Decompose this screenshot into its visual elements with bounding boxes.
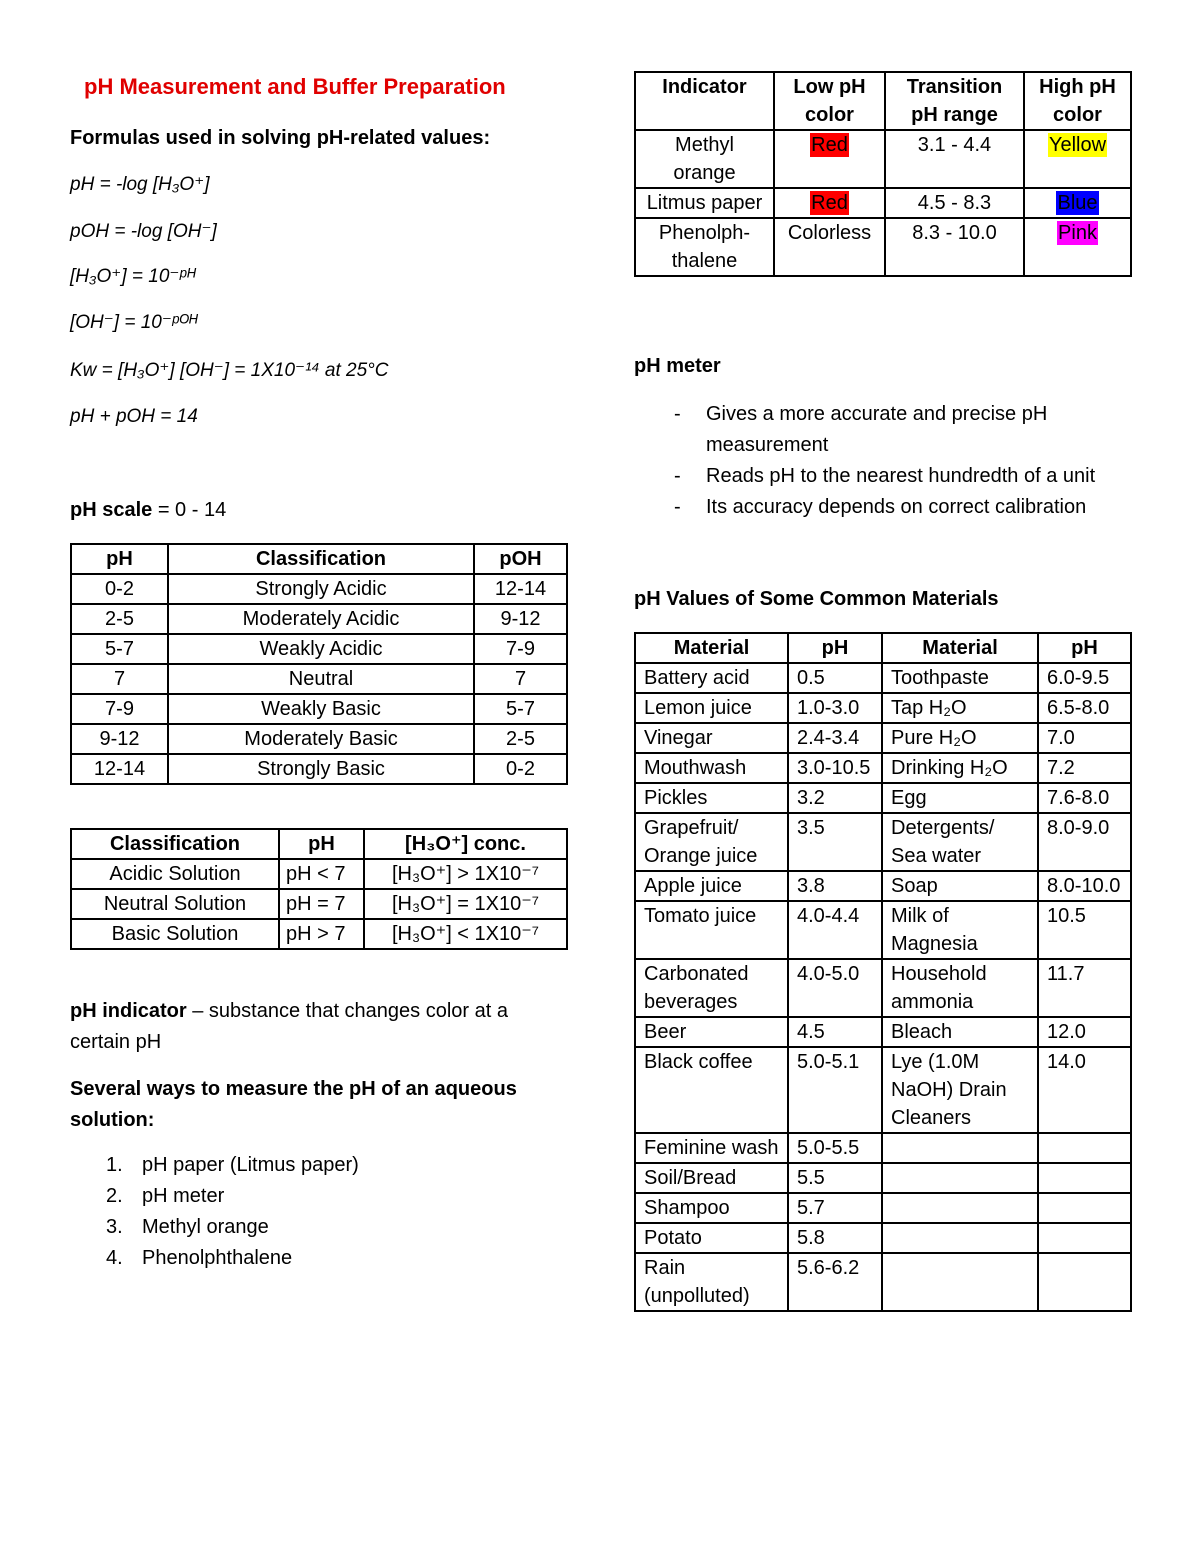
table-row	[635, 1047, 1131, 1133]
table-cell: 12-14	[71, 754, 168, 784]
table-cell: 5.6-6.2	[788, 1253, 882, 1311]
table-cell: 11.7	[1038, 959, 1131, 1017]
table-cell: Grapefruit/ Orange juice	[635, 813, 788, 871]
table-cell: Black coffee	[635, 1047, 788, 1133]
list-item: - Its accuracy depends on correct calibration	[634, 492, 1154, 523]
table-row	[635, 959, 1131, 1017]
table-cell: 7-9	[71, 694, 168, 724]
table-row	[635, 693, 1131, 723]
table-cell: Egg	[882, 783, 1038, 813]
table-cell: Weakly Acidic	[168, 634, 474, 664]
table-cell: Soil/Bread	[635, 1163, 788, 1193]
table-row	[635, 753, 1131, 783]
col-header: Classification	[71, 829, 279, 859]
col-header: [H₃O⁺] conc.	[364, 829, 567, 859]
table-cell: 7-9	[474, 634, 567, 664]
list-item: 3. Methyl orange	[106, 1216, 269, 1238]
table-row	[71, 754, 567, 784]
table-row	[635, 1193, 1131, 1223]
table-cell: Lye (1.0M NaOH) Drain Cleaners	[882, 1047, 1038, 1133]
ph-meter-points	[634, 399, 1154, 523]
table-cell: Apple juice	[635, 871, 788, 901]
table-cell: 12-14	[474, 574, 567, 604]
table-cell: 0.5	[788, 663, 882, 693]
table-cell: Battery acid	[635, 663, 788, 693]
table-cell: Tap H₂O	[882, 693, 1038, 723]
table-cell	[882, 1193, 1038, 1223]
table-cell: 0-2	[71, 574, 168, 604]
table-cell: Drinking H₂O	[882, 753, 1038, 783]
transition-range: 4.5 - 8.3	[885, 188, 1024, 218]
table-cell: 12.0	[1038, 1017, 1131, 1047]
table-cell	[882, 1133, 1038, 1163]
table-cell: Detergents/ Sea water	[882, 813, 1038, 871]
table-cell: 3.0-10.5	[788, 753, 882, 783]
table-cell: Beer	[635, 1017, 788, 1047]
table-cell: 10.5	[1038, 901, 1131, 959]
table-row	[635, 1223, 1131, 1253]
table-cell: Potato	[635, 1223, 788, 1253]
table-cell: 5-7	[71, 634, 168, 664]
table-row	[71, 724, 567, 754]
table-cell: 7.0	[1038, 723, 1131, 753]
table-cell: Toothpaste	[882, 663, 1038, 693]
table-header-row	[635, 633, 1131, 663]
col-header: pH	[71, 544, 168, 574]
table-cell: 3.5	[788, 813, 882, 871]
table-cell: 9-12	[474, 604, 567, 634]
table-row	[635, 901, 1131, 959]
concentration-table	[70, 828, 568, 950]
col-header: pH	[279, 829, 364, 859]
ph-meter-heading: pH meter	[634, 355, 721, 377]
formula-ph: pH = -log [H₃O⁺]	[70, 174, 210, 195]
transition-range: 3.1 - 4.4	[885, 130, 1024, 188]
table-row	[635, 783, 1131, 813]
table-cell: 8.0-9.0	[1038, 813, 1131, 871]
table-cell: Carbonated beverages	[635, 959, 788, 1017]
indicator-definition	[70, 996, 560, 1058]
indicator-name: Litmus paper	[635, 188, 774, 218]
table-cell: pH < 7	[279, 859, 364, 889]
table-cell: 6.0-9.5	[1038, 663, 1131, 693]
table-cell: 4.5	[788, 1017, 882, 1047]
table-row	[635, 1163, 1131, 1193]
table-row	[635, 188, 1131, 218]
table-cell: 7.2	[1038, 753, 1131, 783]
col-header: Classification	[168, 544, 474, 574]
formula-h3o: [H₃O⁺] = 10⁻ᵖᴴ	[70, 266, 196, 287]
table-cell: Strongly Acidic	[168, 574, 474, 604]
formula-kw: Kw = [H₃O⁺] [OH⁻] = 1X10⁻¹⁴ at 25°C	[70, 360, 389, 381]
col-header: pOH	[474, 544, 567, 574]
ways-heading: Several ways to measure the pH of an aqueous solution:	[70, 1078, 517, 1131]
table-cell: 5.8	[788, 1223, 882, 1253]
transition-range: 8.3 - 10.0	[885, 218, 1024, 276]
table-cell: 7.6-8.0	[1038, 783, 1131, 813]
table-cell: Weakly Basic	[168, 694, 474, 724]
low-color-swatch: Red	[811, 192, 848, 214]
table-cell: Rain (unpolluted)	[635, 1253, 788, 1311]
table-cell: 5.5	[788, 1163, 882, 1193]
table-cell: 5.7	[788, 1193, 882, 1223]
materials-heading: pH Values of Some Common Materials	[634, 588, 999, 610]
table-row	[71, 604, 567, 634]
list-item-text: Methyl orange	[142, 1216, 269, 1238]
table-cell	[1038, 1223, 1131, 1253]
col-header: High pH color	[1024, 72, 1131, 130]
table-cell: Pure H₂O	[882, 723, 1038, 753]
col-header: Low pH color	[774, 72, 885, 130]
ways-list	[70, 1150, 359, 1274]
low-color-swatch: Colorless	[787, 222, 872, 244]
table-cell: Moderately Acidic	[168, 604, 474, 634]
indicator-name: Methyl orange	[635, 130, 774, 188]
table-cell: 1.0-3.0	[788, 693, 882, 723]
table-row	[635, 1017, 1131, 1047]
indicator-name: Phenolph-thalene	[635, 218, 774, 276]
indicator-table	[634, 71, 1132, 277]
table-row	[71, 919, 567, 949]
formula-poh: pOH = -log [OH⁻]	[70, 221, 217, 242]
table-cell	[1038, 1253, 1131, 1311]
table-cell: 5-7	[474, 694, 567, 724]
table-cell	[882, 1223, 1038, 1253]
table-cell: Tomato juice	[635, 901, 788, 959]
col-header: pH	[788, 633, 882, 663]
table-row	[71, 634, 567, 664]
table-cell: 4.0-5.0	[788, 959, 882, 1017]
table-cell	[882, 1163, 1038, 1193]
table-cell: 9-12	[71, 724, 168, 754]
table-cell: 2.4-3.4	[788, 723, 882, 753]
table-cell: 8.0-10.0	[1038, 871, 1131, 901]
list-item: - Reads pH to the nearest hundredth of a unit	[634, 461, 1154, 492]
table-cell: Moderately Basic	[168, 724, 474, 754]
table-cell: Lemon juice	[635, 693, 788, 723]
col-header: Indicator	[635, 72, 774, 130]
table-cell: Basic Solution	[71, 919, 279, 949]
table-header-row	[635, 72, 1131, 130]
table-cell: 6.5-8.0	[1038, 693, 1131, 723]
table-header-row	[71, 544, 567, 574]
list-item: 2. pH meter	[106, 1185, 225, 1207]
table-cell: Neutral	[168, 664, 474, 694]
table-cell	[882, 1253, 1038, 1311]
formula-sum: pH + pOH = 14	[70, 406, 198, 427]
table-row	[635, 813, 1131, 871]
high-color-swatch: Pink	[1058, 222, 1097, 244]
materials-table	[634, 632, 1132, 1312]
table-header-row	[71, 829, 567, 859]
table-cell: Milk of Magnesia	[882, 901, 1038, 959]
table-cell: 3.8	[788, 871, 882, 901]
list-item-text: pH paper (Litmus paper)	[142, 1154, 359, 1176]
table-row	[635, 218, 1131, 276]
table-cell: Acidic Solution	[71, 859, 279, 889]
table-cell: pH = 7	[279, 889, 364, 919]
table-row	[635, 130, 1131, 188]
col-header: pH	[1038, 633, 1131, 663]
indicator-term: pH indicator	[70, 1000, 187, 1022]
table-cell: Household ammonia	[882, 959, 1038, 1017]
col-header: Transition pH range	[885, 72, 1024, 130]
list-item-text: Phenolphthalene	[142, 1247, 293, 1269]
table-cell: 7	[474, 664, 567, 694]
table-cell	[1038, 1133, 1131, 1163]
low-color-swatch: Red	[811, 134, 848, 156]
table-cell: Mouthwash	[635, 753, 788, 783]
table-cell: pH > 7	[279, 919, 364, 949]
col-header: Material	[635, 633, 788, 663]
table-row	[635, 871, 1131, 901]
table-cell: Vinegar	[635, 723, 788, 753]
table-cell: Feminine wash	[635, 1133, 788, 1163]
table-row	[71, 889, 567, 919]
table-cell: 0-2	[474, 754, 567, 784]
table-cell: 5.0-5.1	[788, 1047, 882, 1133]
table-cell: 14.0	[1038, 1047, 1131, 1133]
table-cell: Shampoo	[635, 1193, 788, 1223]
high-color-swatch: Blue	[1057, 192, 1098, 214]
table-row	[635, 663, 1131, 693]
col-header: Material	[882, 633, 1038, 663]
ph-scale	[70, 499, 226, 522]
table-row	[635, 723, 1131, 753]
formula-oh: [OH⁻] = 10⁻ᵖᴼᴴ	[70, 312, 198, 333]
ph-scale-value: = 0 - 14	[152, 499, 227, 521]
table-cell	[1038, 1163, 1131, 1193]
ph-scale-table	[70, 543, 568, 785]
table-row	[71, 664, 567, 694]
list-item: - Gives a more accurate and precise pH measurement	[634, 399, 1154, 461]
table-cell	[1038, 1193, 1131, 1223]
list-item-text: pH meter	[142, 1185, 225, 1207]
list-item: 1. pH paper (Litmus paper)	[106, 1154, 359, 1176]
table-cell: [H₃O⁺] = 1X10⁻⁷	[364, 889, 567, 919]
table-cell: Pickles	[635, 783, 788, 813]
table-cell: 2-5	[71, 604, 168, 634]
page-title: pH Measurement and Buffer Preparation	[84, 74, 506, 99]
table-cell: Bleach	[882, 1017, 1038, 1047]
table-row	[71, 574, 567, 604]
table-cell: [H₃O⁺] > 1X10⁻⁷	[364, 859, 567, 889]
formulas-heading: Formulas used in solving pH-related values:	[70, 127, 491, 149]
table-cell: 2-5	[474, 724, 567, 754]
table-cell: Soap	[882, 871, 1038, 901]
table-row	[635, 1133, 1131, 1163]
ph-scale-label: pH scale	[70, 499, 153, 521]
table-cell: Strongly Basic	[168, 754, 474, 784]
table-row	[71, 859, 567, 889]
table-cell: 5.0-5.5	[788, 1133, 882, 1163]
table-row	[71, 694, 567, 724]
table-cell: [H₃O⁺] < 1X10⁻⁷	[364, 919, 567, 949]
table-cell: 3.2	[788, 783, 882, 813]
table-cell: Neutral Solution	[71, 889, 279, 919]
table-cell: 4.0-4.4	[788, 901, 882, 959]
high-color-swatch: Yellow	[1048, 134, 1107, 156]
table-cell: 7	[71, 664, 168, 694]
list-item: 4. Phenolphthalene	[106, 1247, 293, 1269]
indicator-text: – substance that changes color at a certain pH	[70, 1000, 508, 1053]
table-row	[635, 1253, 1131, 1311]
